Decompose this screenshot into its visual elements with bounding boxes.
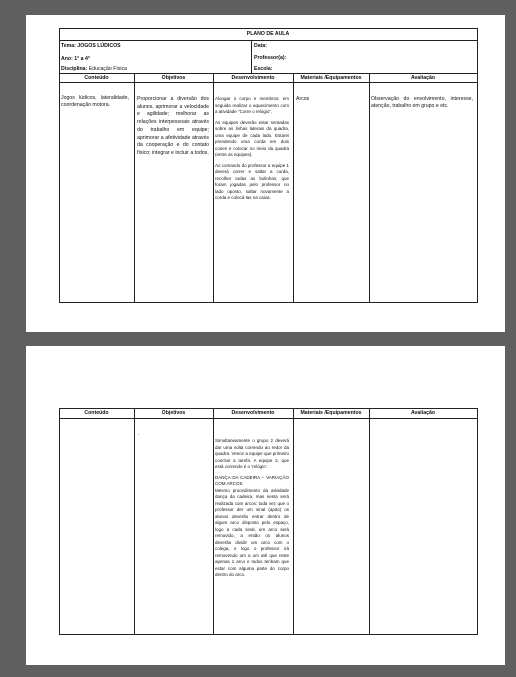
conteudo-cell: Jogos lúdicos, lateralidade, coordenação motora. — [61, 95, 129, 108]
table-rule — [213, 73, 214, 302]
avaliacao-cell: Observação do envolvimento, interesse, atenção, trabalho em grupo e etc. — [371, 96, 473, 109]
tema-field: Tema: JOGOS LÚDICOS — [61, 43, 121, 49]
stray-mark: · — [138, 432, 140, 438]
table-rule — [251, 40, 252, 73]
desenvolvimento-paragraph: Simultaneamente o grupo 2 deverá dar uma volta correndo ao redor da quadra. Vence a equipe que primeiro concluir a tarefa. A equipe 2, que está correndo é o 'relógio'. — [215, 438, 289, 469]
document-page-1 — [26, 15, 505, 332]
disciplina-label: Disciplina: — [61, 66, 88, 72]
table-rule — [59, 73, 477, 74]
column-header-conteudo: Conteúdo — [84, 75, 109, 81]
column-header-avaliacao: Avaliação — [410, 75, 436, 81]
column-header-objetivos: Objetivos — [161, 75, 186, 81]
desenvolvimento-cell — [215, 438, 289, 583]
table-rule — [293, 73, 294, 302]
desenvolvimento-paragraph: Ao comando do professor a equipe 1 deverá correr e saltar a corda, recolher todas as bolinhas, que foram jogadas pelo professor no lado oposto, saltar novamente a corda e colocá-las na caixa. — [215, 162, 289, 200]
desenvolvimento-cell — [215, 96, 289, 206]
table-rule — [59, 40, 477, 41]
table-rule — [134, 408, 135, 634]
table-rule — [369, 408, 370, 634]
document-title: PLANO DE AULA — [246, 31, 290, 37]
data-field: Data: — [254, 43, 267, 49]
table-rule — [213, 408, 214, 634]
escola-field: Escola: — [254, 66, 273, 72]
column-header-avaliacao: Avaliação — [410, 410, 436, 416]
objetivos-cell: Proporcionar a diversão dos alunos, aprimorar a velocidade e agilidade; melhorar as relações interpessoais através do trabalho em equipe; aprimorar a afetividade através da cooperação e do contato físico; integrar e incluir a todos. — [137, 96, 209, 156]
column-header-conteudo: Conteúdo — [84, 410, 109, 416]
column-header-objetivos: Objetivos — [161, 410, 186, 416]
table-rule — [59, 418, 477, 419]
materiais-cell: Arcos — [296, 96, 310, 102]
table-rule — [134, 73, 135, 302]
table-rule — [293, 408, 294, 634]
desenvolvimento-paragraph: Mesmo procedimento da atividade dança da cadeira, mas nesta será realizada com arcos; toda vez que o professor der um sinal (apito) os alunos deverão entrar dentro de algum arco disposto pelo espaço, logo a cada sinal, um arco será removido, a então os alunos deverão dividir um arco com o colega, e logo o professor irá removendo um a um até que reste apenas 1 arco e todos tenham que estar com alguma parte do corpo dentro do arco. — [215, 487, 289, 577]
column-header-materiais: Materiais /Equipamentos — [300, 410, 362, 416]
disciplina-field — [61, 66, 127, 73]
column-header-desenvolvimento: Desenvolvimento — [231, 75, 275, 81]
professor-field: Professor(a): — [254, 55, 287, 61]
column-header-materiais: Materiais /Equipamentos — [300, 75, 362, 81]
table-rule — [369, 73, 370, 302]
desenvolvimento-paragraph: As equipes deverão estar sentadas sobre as linhas laterais da quadra, uma equipe de cada lado. Estarei prendendo uma corda em dois cones e colocar no meio da quadra (entre as equipes). — [215, 119, 289, 157]
ano-field: Ano: 1° a 4° — [61, 56, 90, 62]
document-page-2 — [26, 346, 505, 665]
disciplina-value: Educação Física — [88, 66, 128, 72]
desenvolvimento-paragraph: Alongar o corpo e membros; em seguida realizar o aquecimento com a atividade "Corre o relógio". — [215, 96, 289, 114]
section-heading: DANÇA DA CADEIRA – VARIAÇÃO COM ARCOS — [215, 474, 289, 486]
column-header-desenvolvimento: Desenvolvimento — [231, 410, 275, 416]
table-rule — [59, 82, 477, 83]
